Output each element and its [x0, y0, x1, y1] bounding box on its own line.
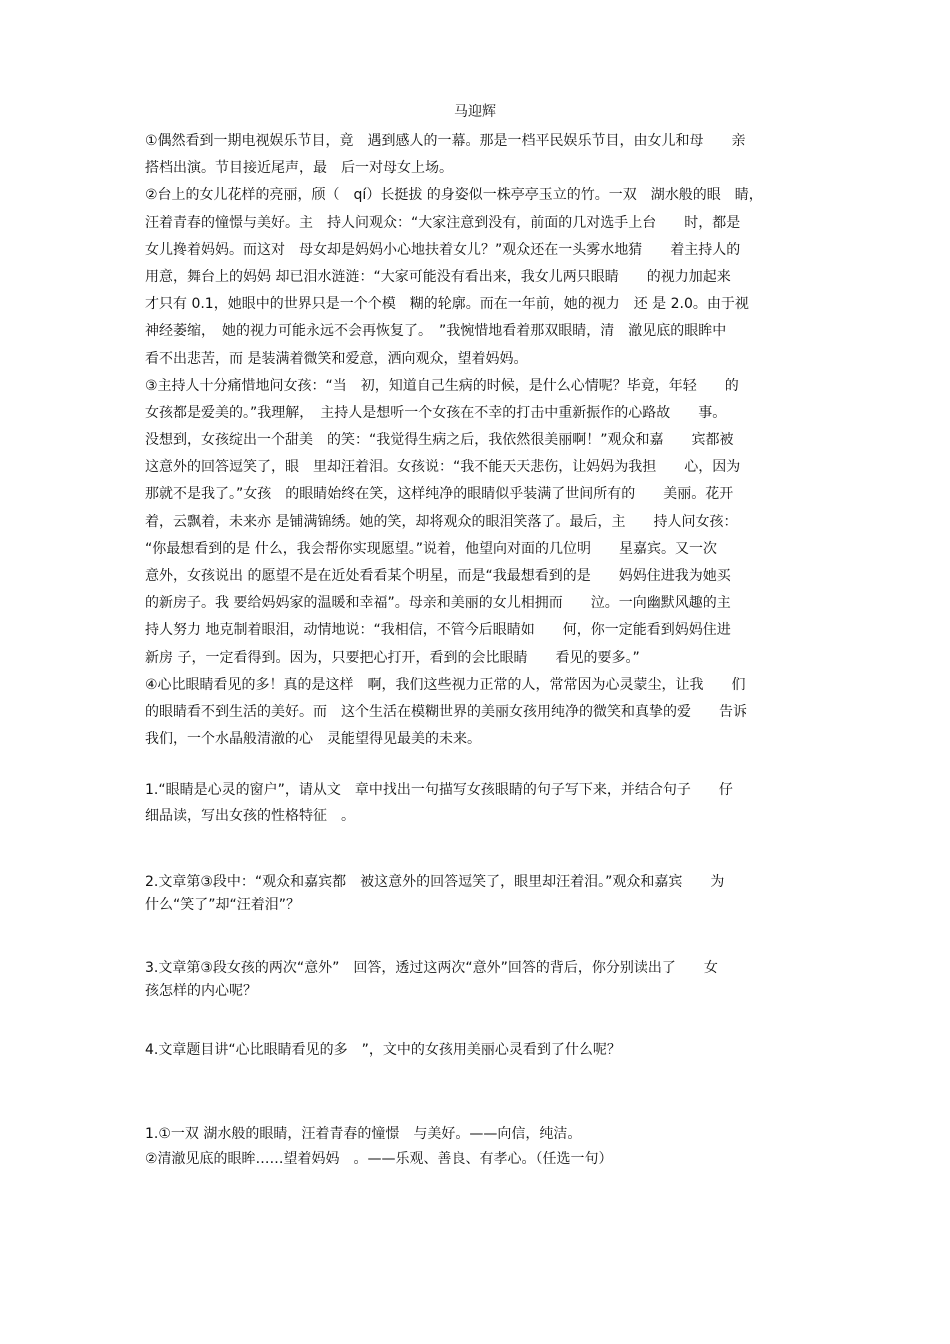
passage-line: 汪着青春的憧憬与美好。主 持人问观众：“大家注意到没有，前面的几对选手上台 时，都是	[145, 214, 741, 231]
question-2	[145, 871, 825, 917]
question-line: 3.文章第③段女孩的两次“意外” 回答，透过这两次“意外”回答的背后，你分别读出了 女	[145, 960, 718, 976]
question-3	[145, 957, 825, 1003]
passage-line: 搭档出演。节目接近尾声，最 后一对母女上场。	[145, 160, 453, 177]
question-line: 2.文章第③段中：“观众和嘉宾都 被这意外的回答逗笑了，眼里却汪着泪。”观众和嘉宾 为	[145, 874, 725, 890]
passage-line: 才只有 0.1，她眼中的世界只是一个个模 糊的轮廓。而在一年前，她的视力 还 是 2.0。由于视	[145, 296, 749, 313]
question-line: 什么“笑了”却“汪着泪”？	[145, 897, 301, 913]
passage-line: ②台上的女儿花样的亮丽，颀（ qí）长挺拔 的身姿似一株亭亭玉立的竹。一双 湖水般的眼 睛，	[145, 187, 763, 204]
passage-line: 这意外的回答逗笑了，眼 里却汪着泪。女孩说：“我不能天天悲伤，让妈妈为我担 心，因为	[145, 459, 741, 476]
passage-line: 的新房子。我 要给妈妈家的温暖和幸福”。母亲和美丽的女儿相拥而 泣。一向幽默风趣的主	[145, 595, 731, 612]
passage-line: 看不出悲苦，而 是装满着微笑和爱意，洒向观众，望着妈妈。	[145, 350, 528, 367]
author-name: 马迎辉	[454, 104, 496, 120]
passage-line: 的眼睛看不到生活的美好。而 这个生活在模糊世界的美丽女孩用纯净的微笑和真挚的爱 告诉	[145, 703, 747, 720]
passage-line: 我们，一个水晶般清澈的心 灵能望得见最美的未来。	[145, 731, 481, 748]
passage-line: 新房 子，一定看得到。因为，只要把心打开，看到的会比眼睛 看见的要多。”	[145, 649, 640, 666]
passage-line: 女孩都是爱美的。”我理解， 主持人是想听一个女孩在不幸的打击中重新振作的心路故 事。	[145, 404, 727, 421]
passage-line: 那就不是我了。”女孩 的眼睛始终在笑，这样纯净的眼睛似乎装满了世间所有的 美丽。花开	[145, 486, 734, 503]
question-line: 孩怎样的内心呢？	[145, 983, 257, 999]
passage-line: 神经萎缩， 她的视力可能永远不会再恢复了。 ”我惋惜地看着那双眼睛，清 澈见底的眼眸中	[145, 323, 727, 340]
question-4	[145, 1037, 825, 1063]
answers-section	[145, 1122, 825, 1172]
question-line: 1.“眼睛是心灵的窗户”，请从文 章中找出一句描写女孩眼睛的句子写下来，并结合句子 仔	[145, 782, 733, 798]
passage-line: 女儿搀着妈妈。而这对 母女却是妈妈小心地扶着女儿？”观众还在一头雾水地猜 着主持人的	[145, 241, 741, 258]
answer-line: 1.①一双 湖水般的眼睛，汪着青春的憧憬 与美好。——向信，纯洁。	[145, 1126, 582, 1142]
passage-line: 着，云飘着，未来亦 是铺满锦绣。她的笑，却将观众的眼泪笑落了。最后，主 持人问女孩：	[145, 513, 738, 530]
passage-line: ④心比眼睛看见的多！真的是这样 啊，我们这些视力正常的人，常常因为心灵蒙尘，让我 们	[145, 676, 746, 693]
passage-line: ③主持人十分痛惜地问女孩：“当 初，知道自己生病的时候，是什么心情呢？毕竟，年轻 的	[145, 377, 739, 394]
passage-line: “你最想看到的是 什么，我会帮你实现愿望。”说着，他望向对面的几位明 星嘉宾。又一次	[145, 540, 717, 557]
question-1	[145, 777, 825, 829]
passage-line: 用意，舞台上的妈妈 却已泪水涟涟：“大家可能没有看出来，我女儿两只眼睛 的视力加起来	[145, 268, 731, 285]
passage-line: 持人努力 地克制着眼泪，动情地说：“我相信，不管今后眼睛如 何，你一定能看到妈妈住进	[145, 622, 731, 639]
answer-line: ②清澈见底的眼眸……望着妈妈 。——乐观、善良、有孝心。（任选一句）	[145, 1151, 613, 1167]
passage	[145, 128, 825, 753]
question-line: 细品读，写出女孩的性格特征 。	[145, 808, 355, 824]
passage-line: ①偶然看到一期电视娱乐节目，竟 遇到感人的一幕。那是一档平民娱乐节目，由女儿和母 亲	[145, 133, 746, 149]
passage-line: 意外，女孩说出 的愿望不是在近处看看某个明星，而是“我最想看到的是 妈妈住进我为她买	[145, 568, 731, 584]
passage-line: 没想到，女孩绽出一个甜美 的笑：“我觉得生病之后，我依然很美丽啊！”观众和嘉 宾都被	[145, 432, 734, 449]
question-line: 4.文章题目讲“心比眼睛看见的多 ”，文中的女孩用美丽心灵看到了什么呢？	[145, 1042, 621, 1058]
